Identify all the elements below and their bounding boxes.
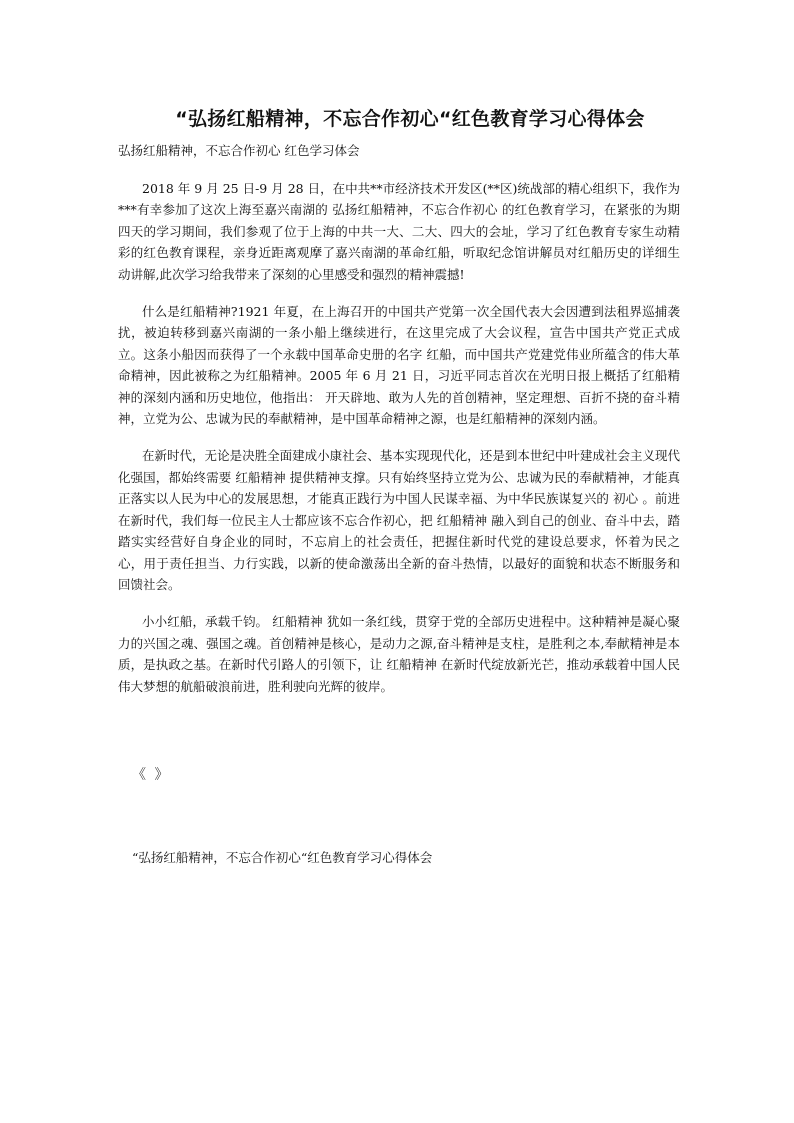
related-document-title: “弘扬红船精神，不忘合作初心“红色教育学习心得体会	[132, 850, 433, 865]
page-nav-arrows[interactable]: 《 》	[132, 767, 171, 783]
body-paragraph: 在新时代，无论是决胜全面建成小康社会、基本实现现代化，还是到本世纪中叶建成社会主义现代化强国，都始终需要 红船精神 提供精神支撑。只有始终坚持立党为公、忠诚为民的奉献精神，才能真正落实以人民为中心的发展思想，才能真正践行为中国人民谋幸福、为中华民族谋复兴的 初心 。前进在新时代，我们每一位民主人士都应该不忘合作初心，把 红船精神 融入到自己的创业、奋斗中去，踏踏实实经营好自身企业的同时，不忘肩上的社会责任，把握住新时代党的建设总要求，怀着为民之心，用于责任担当、力行实践，以新的使命激荡出全新的奋斗热情，以最好的面貌和状态不断服务和回馈社会。	[118, 448, 680, 592]
body-paragraph: 什么是红船精神?1921 年夏，在上海召开的中国共产党第一次全国代表大会因遭到法租界巡捕袭扰，被迫转移到嘉兴南湖的一条小船上继续进行，在这里完成了大会议程，宣告中国共产党正式成立。这条小船因而获得了一个永载中国革命史册的名字 红船，而中国共产党建党伟业所蕴含的伟大革命精神，因此被称之为红船精神。2005 年 6 月 21 日，习近平同志首次在光明日报上概括了红船精神的深刻内涵和历史地位，他指出： 开天辟地、敢为人先的首创精神，坚定理想、百折不挠的奋斗精神，立党为公、忠诚为民的奉献精神，是中国革命精神之源，也是红船精神的深刻内涵。	[118, 304, 680, 427]
document-subtitle: 弘扬红船精神，不忘合作初心 红色学习体会	[118, 143, 360, 158]
body-paragraph: 2018 年 9 月 25 日-9 月 28 日，在中共**市经济技术开发区(**区)统战部的精心组织下，我作为***有幸参加了这次上海至嘉兴南湖的 弘扬红船精神，不忘合作初心 的红色教育学习，在紧张的为期四天的学习期间，我们参观了位于上海的中共一大、二大、四大的会址，学习了红色教育专家生动精彩的红色教育课程，亲身近距离观摩了嘉兴南湖的革命红船，听取纪念馆讲解员对红船历史的详细生动讲解,此次学习给我带来了深刻的心里感受和强烈的精神震撼!	[118, 181, 680, 282]
document-body	[118, 178, 680, 713]
document-title: “弘扬红船精神，不忘合作初心“红色教育学习心得体会	[175, 108, 645, 130]
body-paragraph: 小小红船，承载千钧。 红船精神 犹如一条红线，贯穿于党的全部历史进程中。这种精神是凝心聚力的兴国之魂、强国之魂。首创精神是核心，是动力之源,奋斗精神是支柱，是胜利之本,奉献精神是本质，是执政之基。在新时代引路人的引领下，让 红船精神 在新时代绽放新光芒，推动承载着中国人民伟大梦想的航船破浪前进，胜利驶向光辉的彼岸。	[118, 614, 680, 694]
